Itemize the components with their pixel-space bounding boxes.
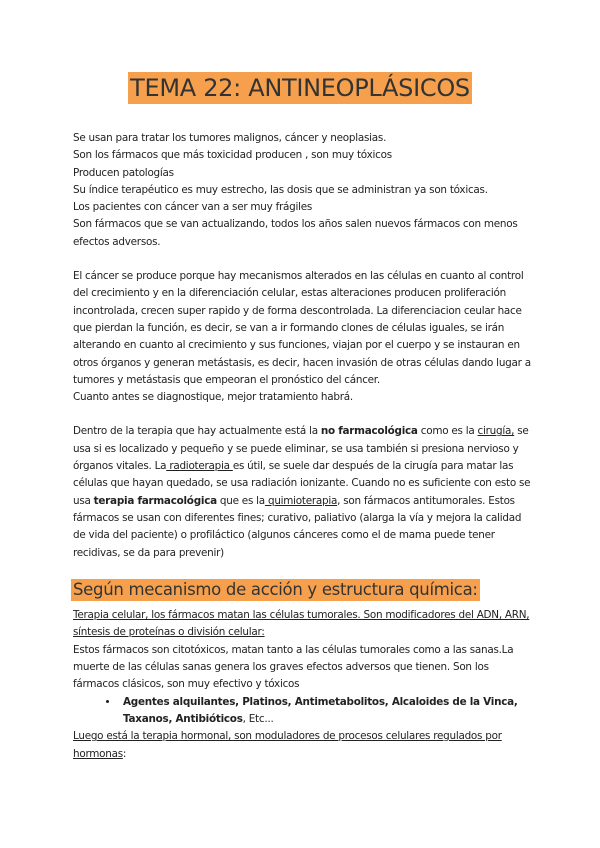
intro-line: Son los fármacos que más toxicidad producen , son muy tóxicos: [73, 149, 392, 162]
intro-line: Producen patologías: [73, 166, 174, 179]
title-wrap: [0, 72, 600, 104]
drug-list: [73, 694, 533, 729]
therapy-text: Dentro de la terapia que hay actualmente está la: [73, 425, 321, 438]
intro-line: Su índice terapéutico es muy estrecho, las dosis que se administran ya son tóxicas.: [73, 183, 488, 196]
therapy-text: como es la: [417, 425, 478, 438]
therapy-bold: terapia farmacológica: [93, 494, 217, 507]
spacer: [73, 562, 533, 579]
therapy-text: es útil, se suele dar después de la cirugía para matar las células que hayan quedado, se usa radiación ionizante. Cuando no es suficiente con esto se usa: [73, 460, 531, 507]
document-body: [73, 130, 533, 763]
therapy-paragraph: [73, 423, 533, 561]
hormonal-paragraph: [73, 728, 533, 763]
intro-line: Se usan para tratar los tumores malignos, cáncer y neoplasias.: [73, 132, 387, 144]
intro-line: Los pacientes con cáncer van a ser muy frágiles: [73, 201, 313, 214]
cytotoxic-paragraph: Estos fármacos son citotóxicos, matan tanto a las células tumorales como a las sanas.La muerte de las células sanas genera los graves efectos adversos que tienen. Son los fármacos clásicos, son muy efectivo y tóxicos: [73, 643, 514, 691]
therapy-text: se usa si es localizado y pequeño y se puede eliminar, se usa también si presiona nervioso y órganos vitales. La: [73, 425, 529, 473]
spacer: [73, 406, 533, 423]
therapy-underline: quimioterapia: [264, 494, 338, 507]
hormonal-heading: Luego está la terapia hormonal, son moduladores de procesos celulares regulados por hormonas: [73, 730, 502, 760]
list-item: [119, 694, 533, 729]
therapy-underline: cirugía,: [477, 425, 515, 438]
section-heading-row: [73, 579, 533, 601]
diagnosis-line: Cuanto antes se diagnostique, mejor tratamiento habrá.: [73, 391, 353, 404]
therapy-text: que es la: [216, 494, 265, 507]
drug-list-rest: , Etc...: [242, 712, 274, 725]
page-title: TEMA 22: ANTINEOPLÁSICOS: [130, 74, 470, 102]
therapy-bold: no farmacológica: [320, 425, 418, 438]
therapy-text: , son fármacos antitumorales. Estos fármacos se usan con diferentes fines; curativo, paliativo (alarga la vía y mejora la calidad de vida del paciente) o profiláctico (algunos cánceres como el de mama puede tener recidivas, se da para prevenir): [73, 494, 522, 559]
cancer-paragraph: El cáncer se produce porque hay mecanismos alterados en las células en cuanto al control del crecimiento y en la diferenciación celular, estas alteraciones producen proliferación incontrolada, crecen super rapido y de forma descontrolada. La diferenciacion ceular hace que pierdan la función, es decir, se van a ir formando clones de células iguales, se irán alterando en cuanto al crecimiento y sus funciones, viajan por el cuerpo y se instauran en otros órganos y generan metástasis, es decir, hacen invasión de otras células dando lugar a tumores y metástasis que empeoran el pronóstico del cáncer.: [73, 270, 531, 386]
drug-list-bold: Agentes alquilantes, Platinos, Antimetabolitos, Alcaloides de la Vinca, Taxanos, Antibióticos: [123, 695, 518, 725]
intro-line: Son fármacos que se van actualizando, todos los años salen nuevos fármacos con menos efectos adversos.: [73, 218, 518, 248]
cell-therapy-heading: Terapia celular, los fármacos matan las células tumorales. Son modificadores del ADN, ARN, síntesis de proteínas o división celular:: [73, 609, 530, 639]
hormonal-colon: :: [122, 747, 127, 760]
section-heading: Según mecanismo de acción y estructura química:: [73, 579, 478, 599]
spacer: [73, 251, 533, 268]
therapy-underline: radioterapia: [166, 460, 233, 473]
